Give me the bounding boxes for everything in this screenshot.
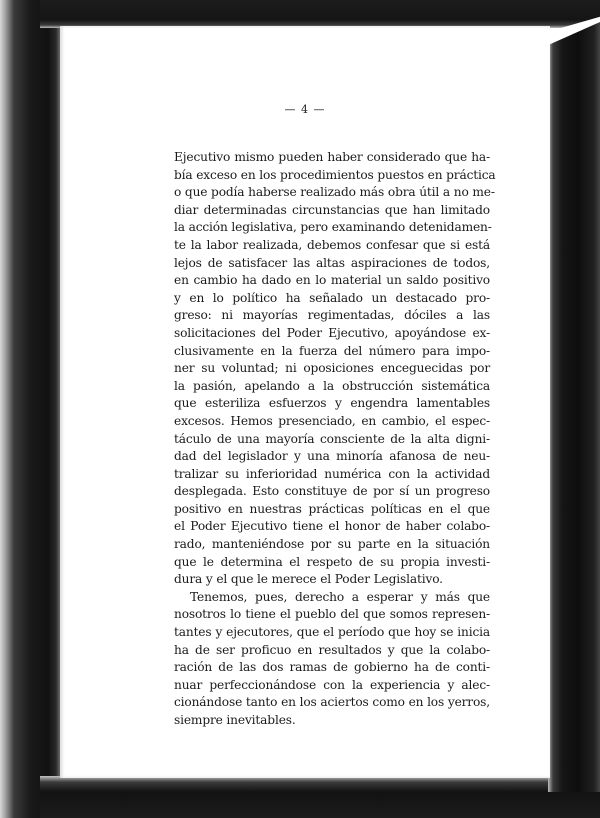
document-page — [60, 26, 550, 778]
text-line: cionándose tanto en los aciertos como en los yerros, — [174, 695, 490, 710]
text-line: la acción legislativa, pero examinando detenidamen- — [174, 220, 492, 235]
scan-border-left — [0, 0, 62, 818]
text-line: solicitaciones del Poder Ejecutivo, apoyándose ex- — [174, 325, 490, 340]
text-line: te la labor realizada, debemos confesar que si está — [174, 237, 490, 252]
text-line: lejos de satisfacer las altas aspiraciones de todos, — [174, 255, 490, 270]
text-line: dad del legislador y una minoría afanosa de neu- — [174, 449, 490, 464]
text-line: greso: ni mayorías regimentadas, dóciles a las — [174, 308, 490, 323]
text-line: excesos. Hemos presenciado, en cambio, el espec- — [174, 413, 490, 428]
text-line: tantes y ejecutores, que el período que hoy se inicia — [174, 625, 490, 640]
text-line: positivo en nuestras prácticas políticas en el que — [174, 501, 490, 516]
scan-border-top — [40, 0, 600, 28]
text-line: rado, manteniéndose por su parte en la situación — [174, 537, 490, 552]
text-line: ración de las dos ramas de gobierno ha de conti- — [174, 660, 490, 675]
text-line: que esteriliza esfuerzos y engendra lamentables — [174, 396, 490, 411]
text-line: diar determinadas circunstancias que han limitado — [174, 202, 490, 217]
text-line: ner su voluntad; ni oposiciones enceguecidas por — [174, 361, 490, 376]
scan-border-bottom — [40, 776, 600, 818]
book-spine-right — [548, 22, 600, 792]
text-line: bía exceso en los procedimientos puestos en práctica — [174, 167, 496, 182]
text-line: tralizar su inferioridad numérica con la actividad — [174, 466, 490, 481]
text-line: ha de ser proficuo en resultados y que la colabo- — [174, 642, 490, 657]
text-line: en cambio ha dado en lo material un saldo positivo — [174, 273, 490, 288]
text-line: clusivamente en la fuerza del número para impo- — [174, 343, 490, 358]
text-line: siempre inevitables. — [174, 713, 296, 727]
paragraph-2 — [174, 589, 490, 730]
text-line: nosotros lo tiene el pueblo del que somos represen- — [174, 607, 490, 622]
text-line: táculo de una mayoría consciente de la alta digni- — [174, 431, 490, 446]
text-line: la pasión, apelando a la obstrucción sistemática — [174, 378, 490, 393]
text-line: desplegada. Esto constituye de por sí un progreso — [174, 484, 490, 499]
text-line: nuar perfeccionándose con la experiencia y alec- — [174, 677, 490, 692]
text-line: y en lo político ha señalado un destacado pro- — [174, 290, 490, 305]
paragraph-1 — [174, 149, 496, 589]
body-text — [174, 149, 496, 730]
text-line: o que podía haberse realizado más obra útil a no me- — [174, 185, 495, 200]
page-number: — 4 — — [284, 103, 326, 116]
text-line: dura y el que le merece el Poder Legislativo. — [174, 572, 443, 587]
text-line: el Poder Ejecutivo tiene el honor de haber colabo- — [174, 519, 490, 534]
text-line: que le determina el respeto de su propia investi- — [174, 554, 490, 569]
text-line: Ejecutivo mismo pueden haber considerado que ha- — [174, 150, 490, 164]
text-line: Tenemos, pues, derecho a esperar y más que — [190, 589, 490, 604]
